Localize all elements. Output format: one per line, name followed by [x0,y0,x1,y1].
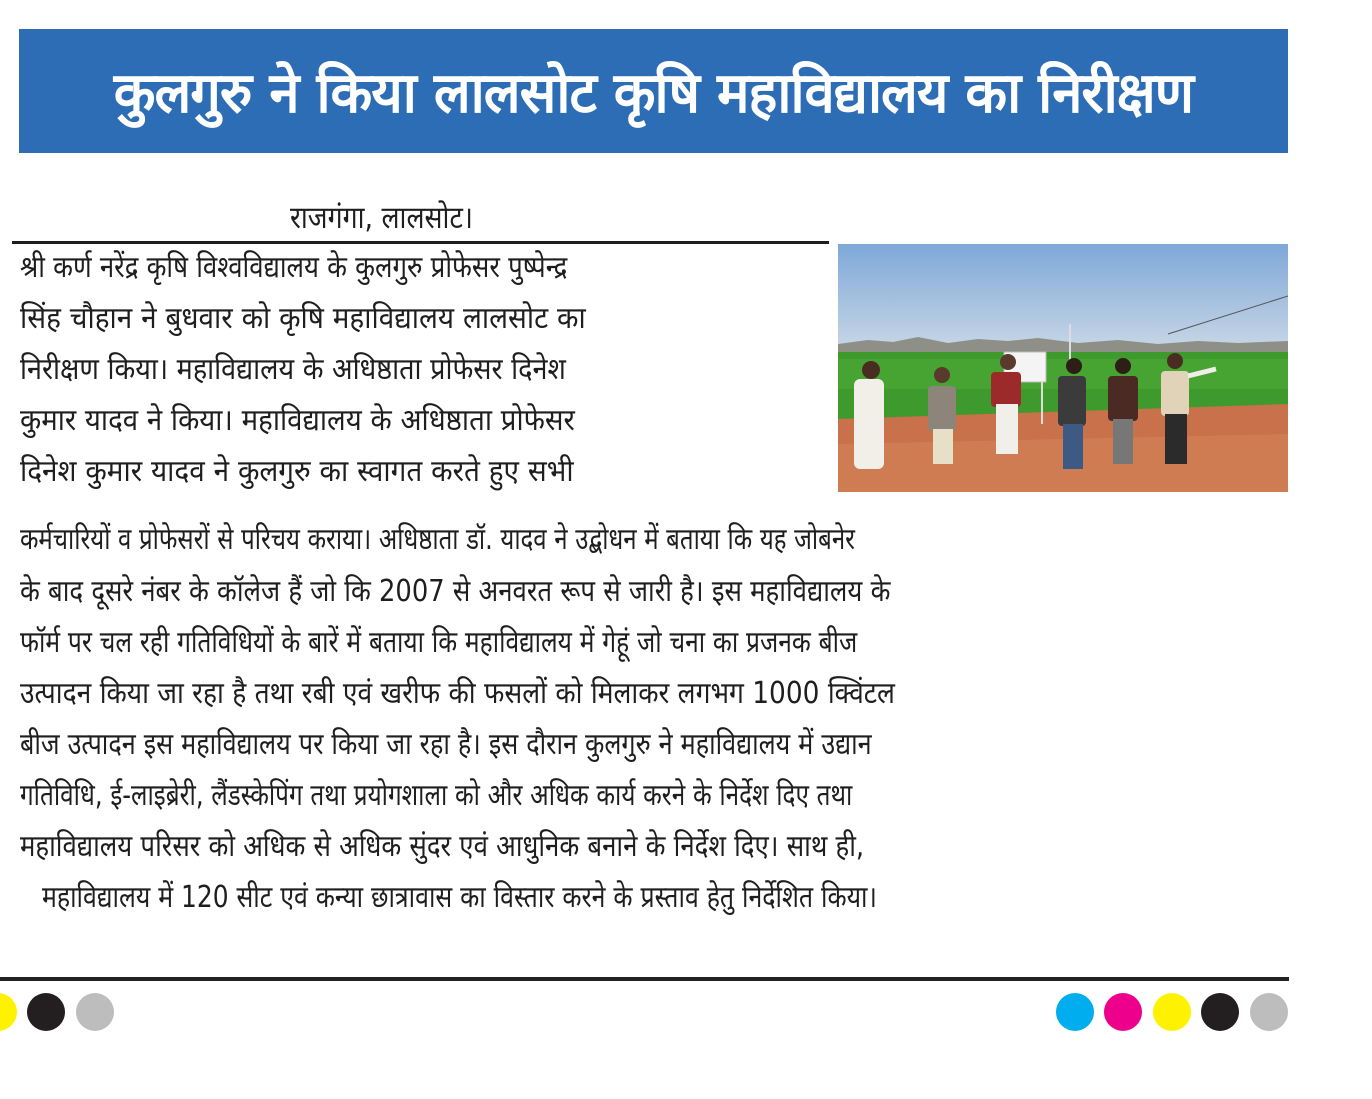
article-line-3 [20,352,828,388]
article-line-5 [20,454,828,490]
registration-mark-grey-left [76,993,114,1031]
registration-mark-yellow-left [0,993,17,1031]
article-line-6 [20,522,1286,558]
registration-mark-black [1201,993,1239,1031]
headline-banner [19,29,1288,153]
article-text: महाविद्यालय परिसर को अधिक से अधिक सुंदर एवं आधुनिक बनाने के निर्देश दिए। साथ ही, [20,829,865,864]
headline-title: कुलगुरु ने किया लालसोट कृषि महाविद्यालय का निरीक्षण [113,61,1194,126]
article-line-11 [20,778,1286,814]
dateline: राजगंगा, लालसोट। [290,200,473,236]
article-text: दिनेश कुमार यादव ने कुलगुरु का स्वागत करते हुए सभी [20,454,574,489]
article-text: बीज उत्पादन इस महाविद्यालय पर किया जा रहा है। इस दौरान कुलगुरु ने महाविद्यालय में उद्यान [20,727,872,762]
article-text: के बाद दूसरे नंबर के कॉलेज हैं जो कि 2007 से अनवरत रूप से जारी है। इस महाविद्यालय के [20,574,891,609]
article-text: कुमार यादव ने किया। महाविद्यालय के अधिष्ठाता प्रोफेसर [20,403,575,438]
photo-icon [838,244,1288,492]
article-line-12 [20,829,1286,865]
article-text: गतिविधि, ई-लाइब्रेरी, लैंडस्केपिंग तथा प्रयोगशाला को और अधिक कार्य करने के निर्देश दिए तथा [20,778,853,813]
article-text: कर्मचारियों व प्रोफेसरों से परिचय कराया। अधिष्ठाता डॉ. यादव ने उद्बोधन में बताया कि यह जोबनेर [20,522,855,557]
article-text: महाविद्यालय में 120 सीट एवं कन्या छात्रावास का विस्तार करने के प्रस्ताव हेतु निर्देशित किया। [42,880,877,915]
article-text: निरीक्षण किया। महाविद्यालय के अधिष्ठाता प्रोफेसर दिनेश [20,352,566,387]
article-line-4 [20,403,828,439]
news-photo [838,244,1288,492]
article-line-2 [20,301,828,337]
article-line-13 [42,880,1048,916]
registration-mark-black-left [27,993,65,1031]
dateline-divider [12,241,829,244]
article-line-9 [20,676,1286,712]
registration-mark-yellow [1153,993,1191,1031]
article-text: श्री कर्ण नरेंद्र कृषि विश्वविद्यालय के कुलगुरु प्रोफेसर पुष्पेन्द्र [20,250,568,285]
article-line-7 [20,574,1286,610]
registration-mark-magenta [1104,993,1142,1031]
article-line-1 [20,250,828,286]
footer-divider [0,977,1289,981]
article-text: फॉर्म पर चल रही गतिविधियों के बारें में बताया कि महाविद्यालय में गेहूं जो चना का प्रजनक बीज [20,625,858,660]
article-line-10 [20,727,1286,763]
article-text: उत्पादन किया जा रहा है तथा रबी एवं खरीफ की फसलों को मिलाकर लगभग 1000 क्विंटल [20,676,895,711]
article-line-8 [20,625,1286,661]
article-text: सिंह चौहान ने बुधवार को कृषि महाविद्यालय लालसोट का [20,301,586,336]
registration-mark-grey [1250,993,1288,1031]
registration-mark-cyan [1056,993,1094,1031]
